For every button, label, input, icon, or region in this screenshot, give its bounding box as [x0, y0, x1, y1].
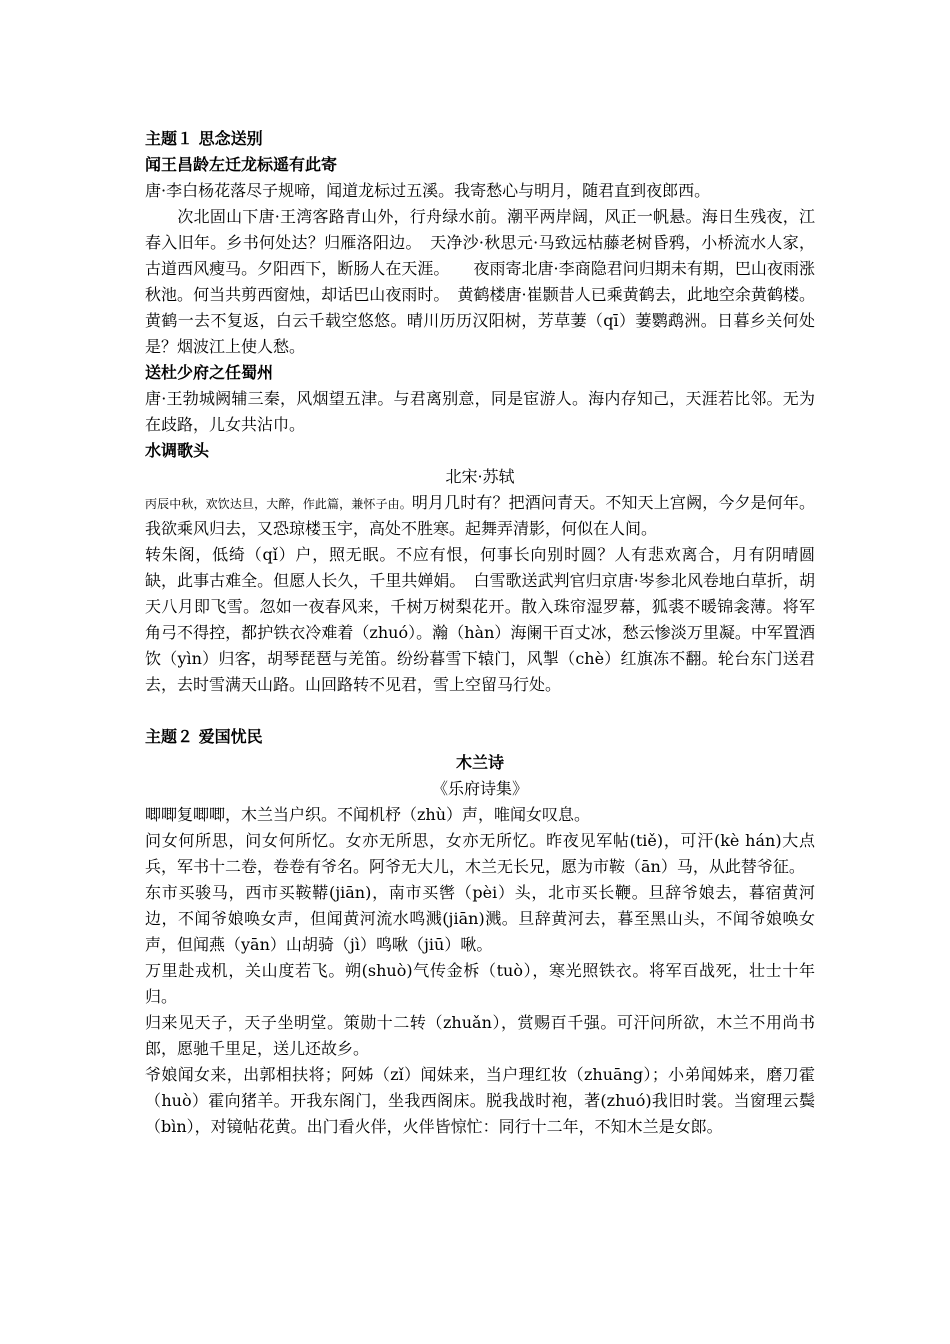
poem-title: 木兰诗	[455, 753, 504, 772]
poem-title: 送杜少府之任蜀州	[145, 363, 274, 382]
poem-title: 水调歌头	[145, 441, 210, 460]
paragraph: 万里赴戎机，关山度若飞。朔(shuò)气传金柝（tuò），寒光照铁衣。将军百战死，壮士十年归。	[145, 961, 815, 1006]
paragraph: 唧唧复唧唧，木兰当户织。不闻机杼（zhù）声，唯闻女叹息。	[145, 805, 591, 824]
poem-title: 闻王昌龄左迁龙标遥有此寄	[145, 155, 338, 174]
paragraph: 次北固山下唐·王湾客路青山外，行舟绿水前。潮平两岸阔，风正一帆悬。海日生残夜，江春入旧年。乡书何处达？归雁洛阳边。 天净沙·秋思元·马致远枯藤老树昏鸦，小桥流水人家，古道西风瘦马。夕阳西下，断肠人在天涯。 夜雨寄北唐·李商隐君问归期未有期，巴山夜雨涨秋池。何当共剪西窗烛，却话巴山夜雨时。 黄鹤楼唐·崔颢昔人已乘黄鹤去，此地空余黄鹤楼。黄鹤一去不复返，白云千载空悠悠。晴川历历汉阳树，芳草萋（qī）萋鹦鹉洲。日暮乡关何处是？烟波江上使人愁。	[145, 207, 815, 356]
poem-source: 《乐府诗集》	[431, 779, 528, 798]
paragraph: 东市买骏马，西市买鞍鞯(jiān)，南市买辔（pèi）头，北市买长鞭。旦辞爷娘去，暮宿黄河边，不闻爷娘唤女声，但闻黄河流水鸣溅(jiān)溅。旦辞黄河去，暮至黑山头，不闻爷娘唤女声，但闻燕（yān）山胡骑（jì）鸣啾（jiū）啾。	[145, 883, 815, 954]
topic2-heading: 主题２ 爱国忧民	[145, 727, 263, 746]
paragraph: 唐·王勃城阙辅三秦，风烟望五津。与君离别意，同是宦游人。海内存知己，天涯若比邻。无为在歧路，儿女共沾巾。	[145, 389, 815, 434]
paragraph: 问女何所思，问女何所忆。女亦无所思，女亦无所忆。昨夜见军帖(tiě)，可汗(kè hán)大点兵，军书十二卷，卷卷有爷名。阿爷无大儿，木兰无长兄，愿为市鞍（ān）马，从此替爷征。	[145, 831, 815, 876]
topic1-heading: 主题１ 思念送别	[145, 129, 263, 148]
paragraph-with-preface	[145, 490, 815, 542]
poem-preface: 丙辰中秋，欢饮达旦，大醉，作此篇，兼怀子由。	[145, 497, 412, 511]
paragraph: 爷娘闻女来，出郭相扶将；阿姊（zǐ）闻妹来，当户理红妆（zhuāng）；小弟闻姊来，磨刀霍（huò）霍向猪羊。开我东阁门，坐我西阁床。脱我战时袍，著(zhuó)我旧时裳。当窗理云鬓（bìn），对镜帖花黄。出门看火伴，火伴皆惊忙：同行十二年，不知木兰是女郎。	[145, 1065, 815, 1136]
paragraph: 唐·李白杨花落尽子规啼，闻道龙标过五溪。我寄愁心与明月，随君直到夜郎西。	[145, 181, 711, 200]
poem-text: 明月几时有？把酒问青天。不知天上宫阙，今夕是何年。我欲乘风归去，又恐琼楼玉宇，高处不胜寒。起舞弄清影，何似在人间。	[145, 493, 815, 538]
paragraph: 转朱阁，低绮（qǐ）户，照无眠。不应有恨，何事长向别时圆？人有悲欢离合，月有阴晴圆缺，此事古难全。但愿人长久，千里共婵娟。 白雪歌送武判官归京唐·岑参北风卷地白草折，胡天八月即飞雪。忽如一夜春风来，千树万树梨花开。散入珠帘湿罗幕，狐裘不暖锦衾薄。将军角弓不得控，都护铁衣冷难着（zhuó）。瀚（hàn）海阑干百丈冰，愁云惨淡万里凝。中军置酒饮（yìn）归客，胡琴琵琶与羌笛。纷纷暮雪下辕门，风掣（chè）红旗冻不翻。轮台东门送君去，去时雪满天山路。山回路转不见君，雪上空留马行处。	[145, 545, 815, 694]
paragraph: 归来见天子，天子坐明堂。策勋十二转（zhuǎn），赏赐百千强。可汗问所欲，木兰不用尚书郎，愿驰千里足，送儿还故乡。	[145, 1013, 815, 1058]
poem-author: 北宋·苏轼	[445, 467, 515, 486]
document-page	[145, 126, 815, 1140]
spacer	[145, 698, 815, 724]
